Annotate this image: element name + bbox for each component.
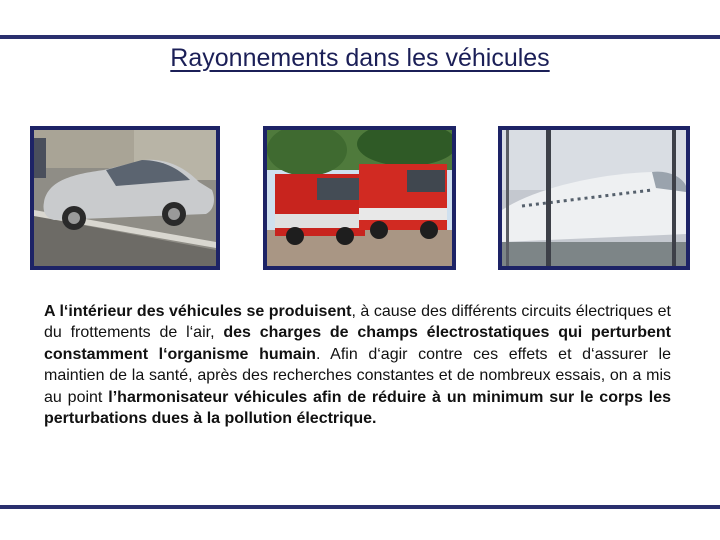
fire-trucks-photo [263,126,456,270]
airplane-photo [498,126,690,270]
paragraph-bold-3: l’harmonisateur véhicules afin de réduire à un minimum sur le corps les perturbations dues à la pollution électrique. [44,388,671,428]
paragraph-text-1: , à cause des différents circuits électriques et du frottements de l‘air, [44,303,671,342]
car-photo [30,126,220,270]
paragraph-bold-2: des charges de champs électrostatiques qui perturbent constamment l‘organisme humain [44,324,672,363]
paragraph-bold-1: A l‘intérieur des véhicules se produisent [44,303,352,320]
paragraph-text-2: . Afin d‘agir contre ces effets et d‘assurer le maintien de la santé, après des recherches constantes et de nombreux essais, on a mis au point [44,345,672,406]
top-rule [0,35,720,39]
bottom-rule [0,505,720,509]
page-title: Rayonnements dans les véhicules [170,44,550,72]
description-paragraph [44,301,671,429]
